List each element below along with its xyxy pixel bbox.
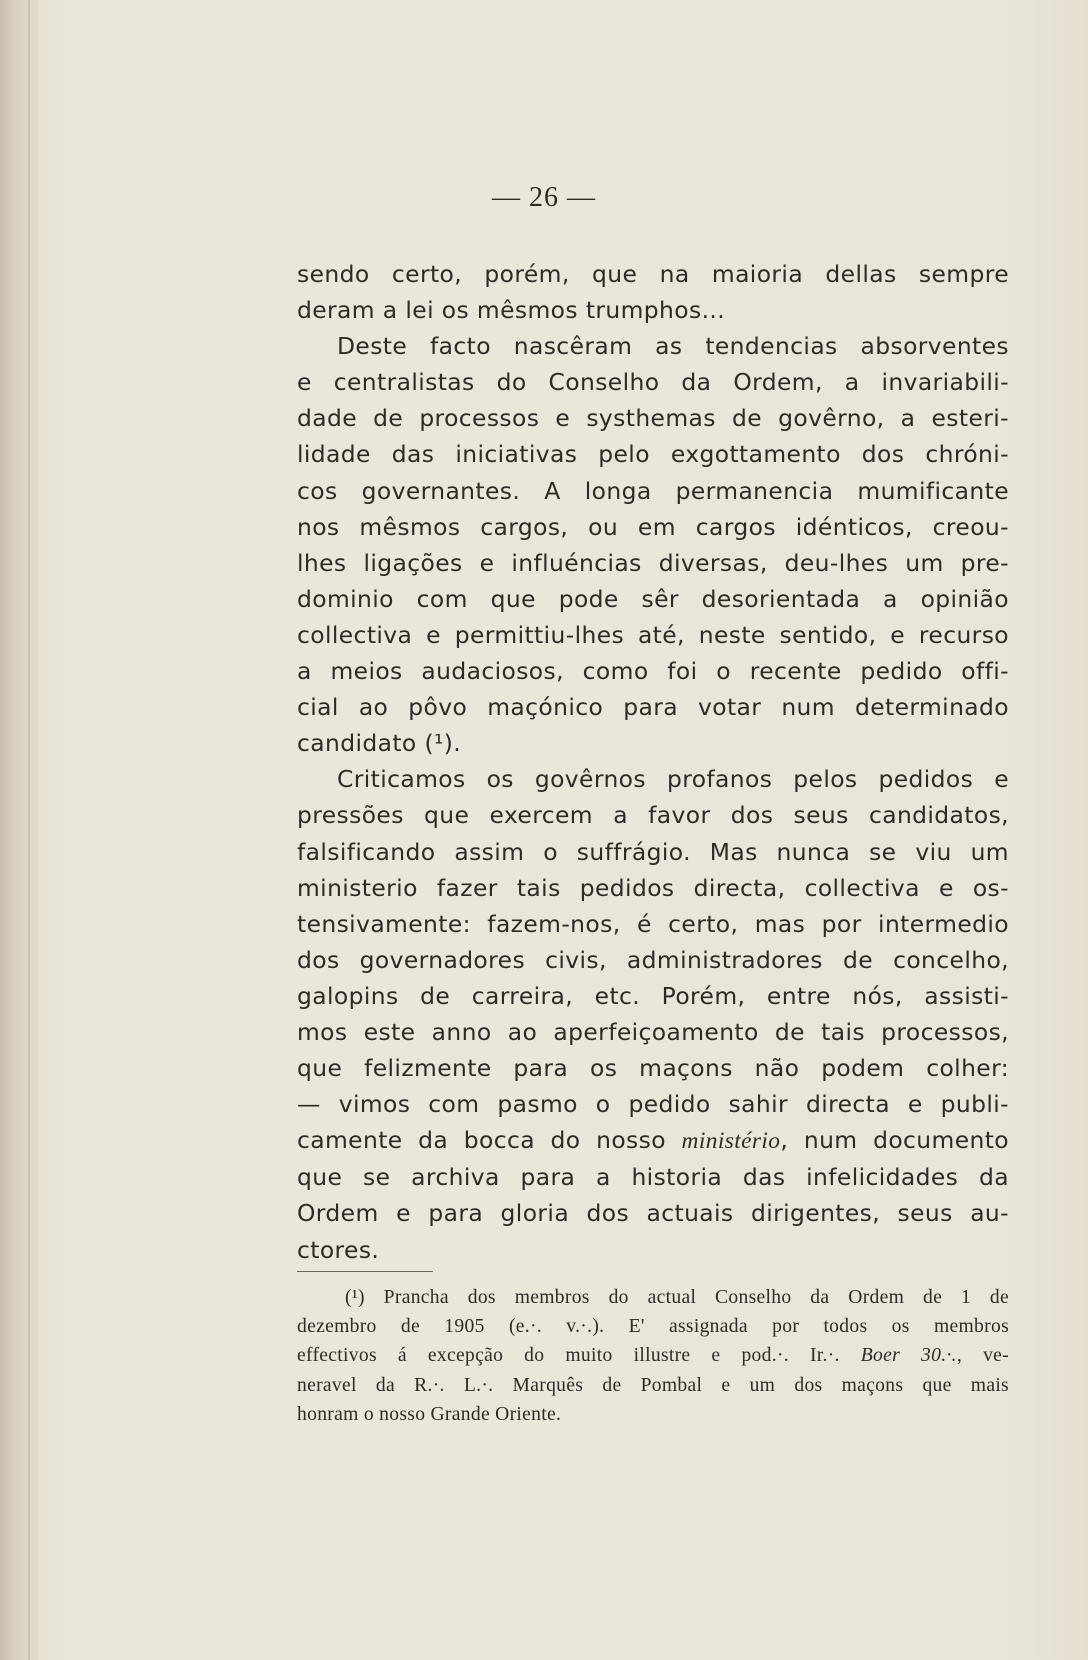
page-edge-line: [28, 0, 30, 1660]
footnote-rule: [297, 1271, 433, 1272]
text-line: dade de processos e systhemas de govêrno, a esteri-: [297, 404, 1009, 433]
text-line: nos mêsmos cargos, ou em cargos idénticos, creou-: [297, 512, 1009, 541]
text-line: lidade das iniciativas pelo exgottamento dos chróni-: [297, 440, 1009, 469]
page-binding-edge: [0, 0, 38, 1660]
text-line: pressões que exercem a favor dos seus candidatos,: [297, 801, 1009, 830]
text-line: dos governadores civis, administradores de concelho,: [297, 945, 1009, 974]
italic-word: Boer 30.·.: [860, 1345, 957, 1367]
body-text: [297, 256, 1009, 1268]
text-line: sendo certo, porém, que na maioria dellas sempre: [297, 260, 1009, 288]
text-line: Deste facto nascêram as tendencias absorventes: [337, 332, 1009, 361]
text-line: candidato (¹).: [297, 729, 462, 758]
text-line: — vimos com pasmo o pedido sahir directa e publi-: [297, 1090, 1009, 1119]
text-line: tensivamente: fazem-nos, é certo, mas por intermedio: [297, 909, 1009, 938]
text-line: falsificando assim o suffrágio. Mas nunca se viu um: [297, 837, 1009, 866]
text-line: ctores.: [297, 1235, 380, 1264]
text-line: collectiva e permittiu-lhes até, neste sentido, e recurso: [297, 620, 1009, 649]
footnote-line: dezembro de 1905 (e.·. v.·.). E' assignada por todos os membros: [297, 1316, 1009, 1338]
text-line: e centralistas do Conselho da Ordem, a invariabili-: [297, 368, 1009, 397]
text-fragment: camente da bocca do nosso: [297, 1126, 666, 1155]
text-fragment: , num documento: [780, 1126, 1009, 1155]
footnote-line: neravel da R.·. L.·. Marquês de Pombal e um dos maçons que mais: [297, 1374, 1009, 1396]
text-line: que se archiva para a historia das infelicidades da: [297, 1163, 1009, 1192]
text-line: cos governantes. A longa permanencia mumificante: [297, 476, 1009, 505]
text-line: lhes ligações e influéncias diversas, deu-lhes um pre-: [297, 548, 1009, 577]
text-line: [297, 1122, 1009, 1159]
italic-word: ministério: [681, 1128, 781, 1155]
text-line: Criticamos os govêrnos profanos pelos pedidos e: [337, 765, 1009, 794]
footnote-line: (¹) Prancha dos membros do actual Conselho da Ordem de 1 de: [345, 1287, 1009, 1308]
footnote-line: [297, 1341, 1009, 1370]
text-fragment: , ve-: [956, 1345, 1009, 1367]
text-fragment: effectivos á excepção do muito illustre e pod.·. Ir.·.: [297, 1345, 840, 1367]
footnote: [297, 1283, 1009, 1429]
text-line: ministerio fazer tais pedidos directa, collectiva e os-: [297, 873, 1009, 902]
text-line: galopins de carreira, etc. Porém, entre nós, assisti-: [297, 981, 1009, 1010]
page-number: — 26 —: [492, 182, 596, 213]
text-line: Ordem e para gloria dos actuais dirigentes, seus au-: [297, 1199, 1009, 1228]
text-line: cial ao pôvo maçónico para votar num determinado: [297, 693, 1009, 722]
text-line: mos este anno ao aperfeiçoamento de tais processos,: [297, 1017, 1009, 1046]
text-line: que felizmente para os maçons não podem colher:: [297, 1054, 1009, 1083]
footnote-line: honram o nosso Grande Oriente.: [297, 1403, 562, 1425]
text-line: dominio com que pode sêr desorientada a opinião: [297, 584, 1009, 613]
text-line: a meios audaciosos, como foi o recente pedido offi-: [297, 657, 1009, 686]
text-line: deram a lei os mêsmos trumphos...: [297, 296, 726, 325]
